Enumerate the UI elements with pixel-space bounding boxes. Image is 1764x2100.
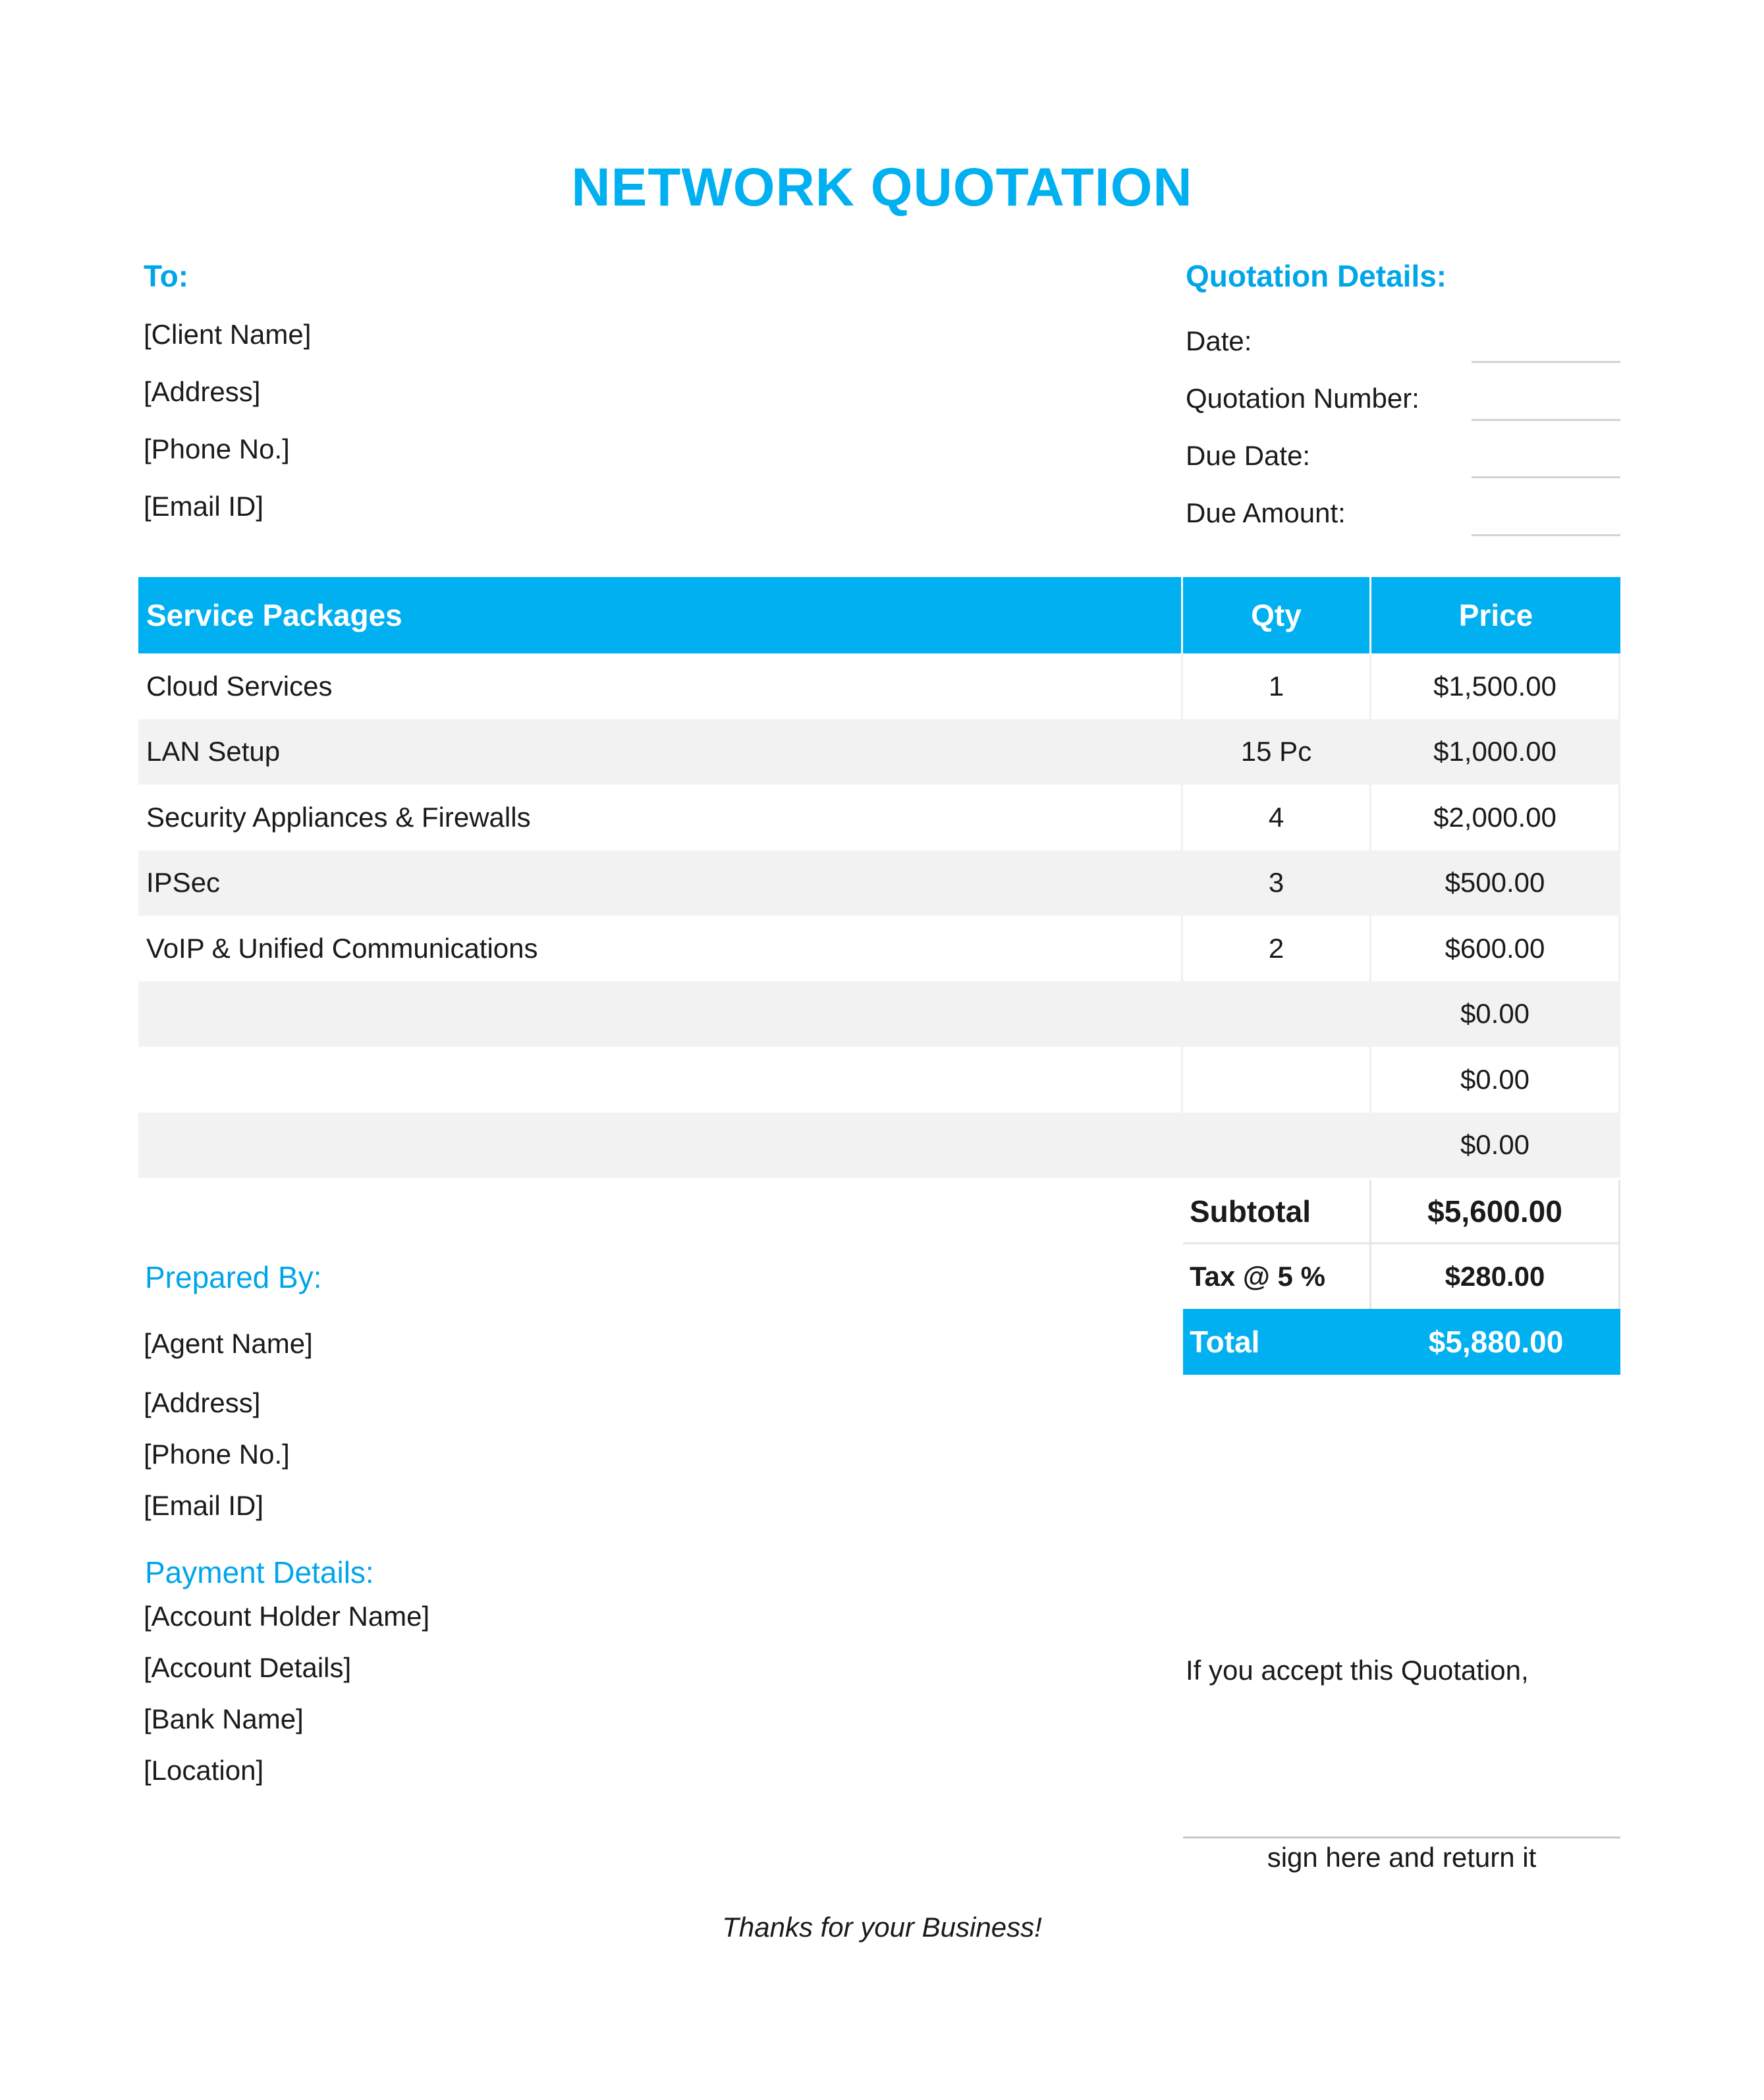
table-row [138, 653, 1620, 719]
account-holder-name: [Account Holder Name] [144, 1601, 430, 1632]
client-address: [Address] [144, 376, 261, 407]
service-cell [138, 981, 1183, 1047]
prepared-by-heading: Prepared By: [145, 1260, 322, 1294]
tax-row [1183, 1244, 1620, 1309]
total-row [1183, 1309, 1620, 1375]
quotation-number-label: Quotation Number: [1186, 383, 1419, 414]
price-cell: $600.00 [1371, 916, 1620, 981]
table-row [138, 785, 1620, 850]
sign-caption: sign here and return it [1267, 1842, 1537, 1873]
table-row [138, 719, 1620, 785]
price-cell: $1,500.00 [1371, 653, 1620, 719]
date-label: Date: [1186, 325, 1252, 356]
service-table [138, 577, 1620, 1178]
bank-name: [Bank Name] [144, 1703, 304, 1734]
qty-cell: 15 Pc [1183, 719, 1371, 785]
signature-line [1183, 1837, 1620, 1838]
price-cell: $0.00 [1371, 981, 1620, 1047]
table-row [138, 916, 1620, 981]
price-cell: $0.00 [1371, 1047, 1620, 1113]
table-row [138, 850, 1620, 916]
date-underline [1472, 361, 1620, 363]
price-cell: $2,000.00 [1371, 785, 1620, 850]
header-price: Price [1458, 598, 1533, 632]
header-qty: Qty [1183, 577, 1371, 653]
client-name: [Client Name] [144, 319, 312, 350]
thank-you-note: Thanks for your Business! [722, 1912, 1042, 1943]
agent-phone: [Phone No.] [144, 1439, 290, 1470]
qty-cell: 1 [1183, 653, 1371, 719]
table-row [138, 1113, 1620, 1178]
qty-cell [1183, 1113, 1371, 1178]
tax-label: Tax @ 5 % [1183, 1244, 1371, 1309]
service-cell: Security Appliances & Firewalls [138, 785, 1183, 850]
due-date-label: Due Date: [1186, 440, 1311, 471]
to-heading: To: [144, 259, 189, 293]
service-cell: LAN Setup [138, 719, 1183, 785]
due-amount-underline [1472, 534, 1620, 536]
account-details: [Account Details] [144, 1652, 352, 1683]
service-cell: VoIP & Unified Communications [138, 916, 1183, 981]
service-cell: Cloud Services [138, 653, 1183, 719]
service-cell [138, 1113, 1183, 1178]
qty-cell: 4 [1183, 785, 1371, 850]
client-phone: [Phone No.] [144, 433, 290, 464]
due-amount-label: Due Amount: [1186, 497, 1346, 528]
table-header [138, 577, 1620, 653]
quotation-number-underline [1472, 419, 1620, 421]
quotation-details-heading: Quotation Details: [1186, 259, 1447, 293]
qty-cell [1183, 1047, 1371, 1113]
table-row [138, 981, 1620, 1047]
header-service-packages: Service Packages [138, 577, 1183, 653]
price-cell: $1,000.00 [1371, 719, 1620, 785]
qty-cell: 2 [1183, 916, 1371, 981]
due-date-underline [1472, 476, 1620, 478]
subtotal-row [1183, 1180, 1620, 1244]
payment-details-heading: Payment Details: [145, 1555, 374, 1589]
table-row [138, 1047, 1620, 1113]
acceptance-text: If you accept this Quotation, [1186, 1655, 1529, 1686]
agent-address: [Address] [144, 1387, 261, 1418]
service-cell [138, 1047, 1183, 1113]
bank-location: [Location] [144, 1755, 264, 1786]
price-cell: $500.00 [1371, 850, 1620, 916]
tax-value: $280.00 [1371, 1244, 1620, 1309]
service-cell: IPSec [138, 850, 1183, 916]
client-email: [Email ID] [144, 491, 264, 522]
agent-name: [Agent Name] [144, 1328, 313, 1359]
qty-cell: 3 [1183, 850, 1371, 916]
total-label: Total [1190, 1325, 1260, 1359]
price-cell: $0.00 [1371, 1113, 1620, 1178]
totals-block [1183, 1180, 1620, 1375]
document-title: NETWORK QUOTATION [571, 157, 1193, 217]
agent-email: [Email ID] [144, 1490, 264, 1521]
subtotal-value: $5,600.00 [1371, 1180, 1620, 1242]
subtotal-label: Subtotal [1183, 1180, 1371, 1242]
qty-cell [1183, 981, 1371, 1047]
total-value: $5,880.00 [1428, 1325, 1564, 1359]
